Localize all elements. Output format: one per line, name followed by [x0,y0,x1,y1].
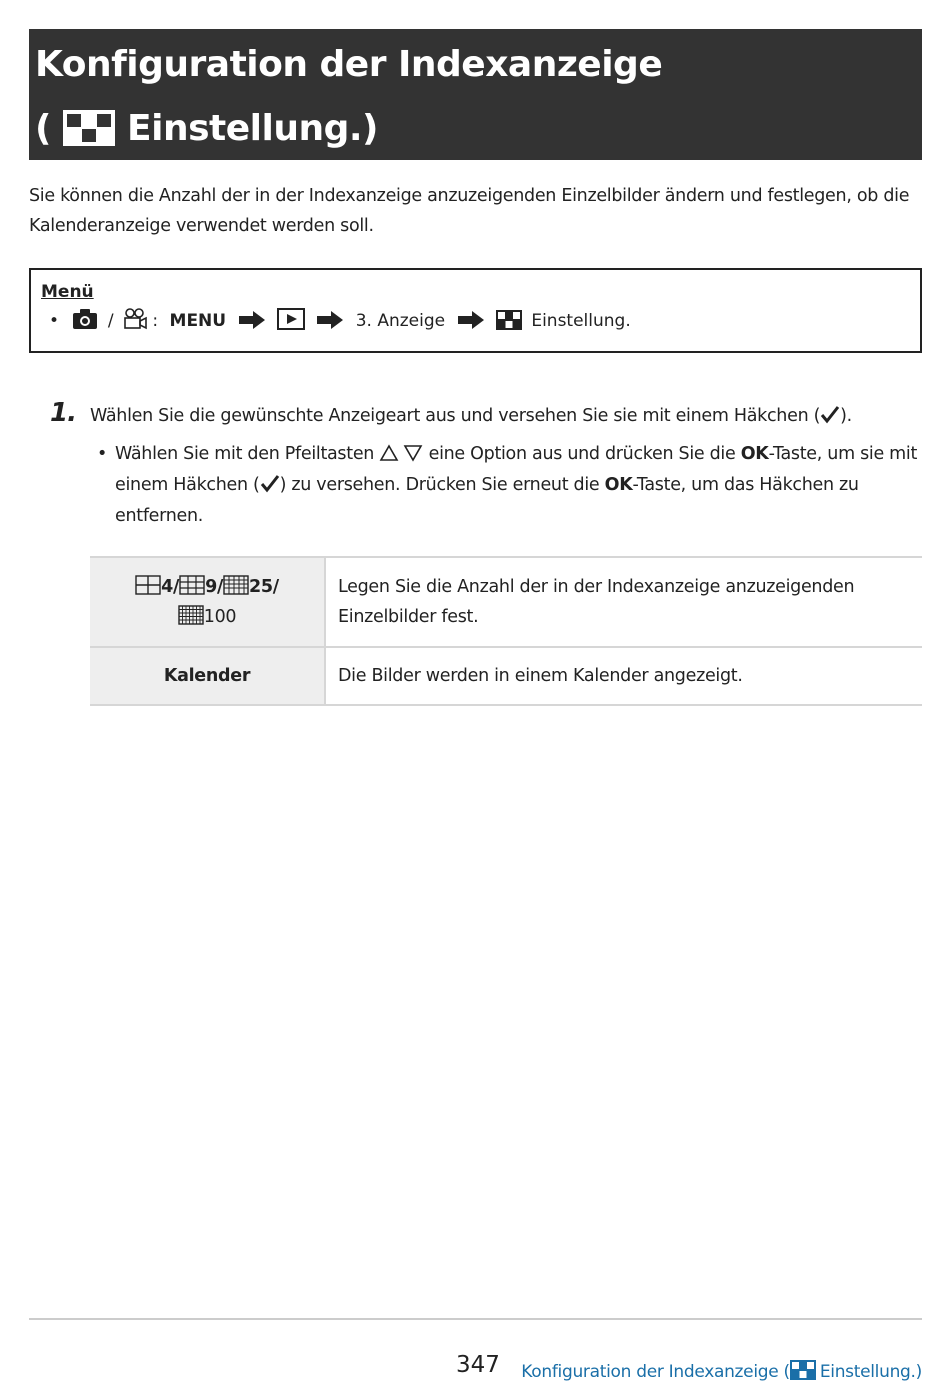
title-suffix: Einstellung.) [127,108,378,149]
arrow-right-icon [316,310,344,330]
table-row [90,557,922,647]
index-9-icon [179,575,205,595]
footer-title-before: Konfiguration der Indexanzeige ( [521,1362,790,1382]
index-25-label: 25/ [249,577,279,597]
bullet-part-3: -Taste, um sie mit einem Häkchen ( [115,444,918,495]
step-text-before: Wählen Sie die gewünschte Anzeigeart aus und versehen Sie sie mit einem Häkchen ( [90,406,821,426]
menu-colon: : [152,311,159,331]
playback-icon [277,308,305,330]
bullet-text [97,439,920,532]
footer-divider [29,1318,922,1320]
options-table [90,556,922,706]
menu-path-box [29,268,922,353]
step-text-after: ). [840,406,852,426]
menu-setting-label: Einstellung. [531,311,631,331]
checkmark-icon [260,473,280,493]
arrow-down-icon [403,444,423,462]
option-label-index [90,557,325,647]
index-4-label: 4/ [161,577,180,597]
index-9-label: 9/ [205,577,224,597]
arrow-right-icon [457,310,485,330]
footer-section-link[interactable] [521,1360,922,1382]
bullet-part-5: -Taste, um das Häkchen zu entfernen. [115,475,859,526]
ok-label: OK [740,444,769,464]
menu-bullet: • [49,311,60,331]
menu-tab-label: 3. Anzeige [355,311,446,331]
page-title-line-1: Konfiguration der Indexanzeige [35,44,663,85]
page-title-bar [29,29,922,160]
option-description-calendar: Die Bilder werden in einem Kalender angezeigt. [325,647,922,705]
bullet-part-2: eine Option aus und drücken Sie die [423,444,741,464]
arrow-up-icon [379,444,399,462]
footer-title-after: Einstellung.) [819,1362,922,1382]
camera-icon [72,308,98,330]
option-label-calendar: Kalender [90,647,325,705]
checkmark-icon [820,404,840,424]
menu-label: MENU [169,311,227,331]
bullet-dot: • [97,444,108,464]
title-open-paren: ( [35,108,51,149]
step-bullet [97,439,920,532]
index-grid-icon [790,1360,816,1380]
intro-paragraph: Sie können die Anzahl der in der Indexanzeige anzuzeigenden Einzelbilder ändern und festlegen, ob die Kalenderanzeige verwendet werden soll. [29,186,910,236]
movie-icon [123,308,147,330]
index-25-icon [223,575,249,595]
index-grid-icon [63,110,115,146]
index-100-icon [178,605,204,625]
arrow-right-icon [238,310,266,330]
step-number: 1. [50,398,76,428]
step-instruction [90,401,920,431]
menu-heading: Menü [41,282,94,302]
ok-label: OK [604,475,633,495]
index-4-icon [135,575,161,595]
table-row [90,647,922,705]
bullet-part-1: Wählen Sie mit den Pfeiltasten [115,444,380,464]
index-100-label: 100 [203,607,237,627]
menu-slash: / [107,311,114,331]
menu-path [41,306,920,336]
index-grid-icon [496,310,522,330]
page-number: 347 [456,1352,500,1378]
page-title-line-2 [35,97,922,161]
bullet-part-4: ) zu versehen. Drücken Sie erneut die [279,475,605,495]
option-description-index: Legen Sie die Anzahl der in der Indexanzeige anzuzeigenden Einzelbilder fest. [325,557,922,647]
